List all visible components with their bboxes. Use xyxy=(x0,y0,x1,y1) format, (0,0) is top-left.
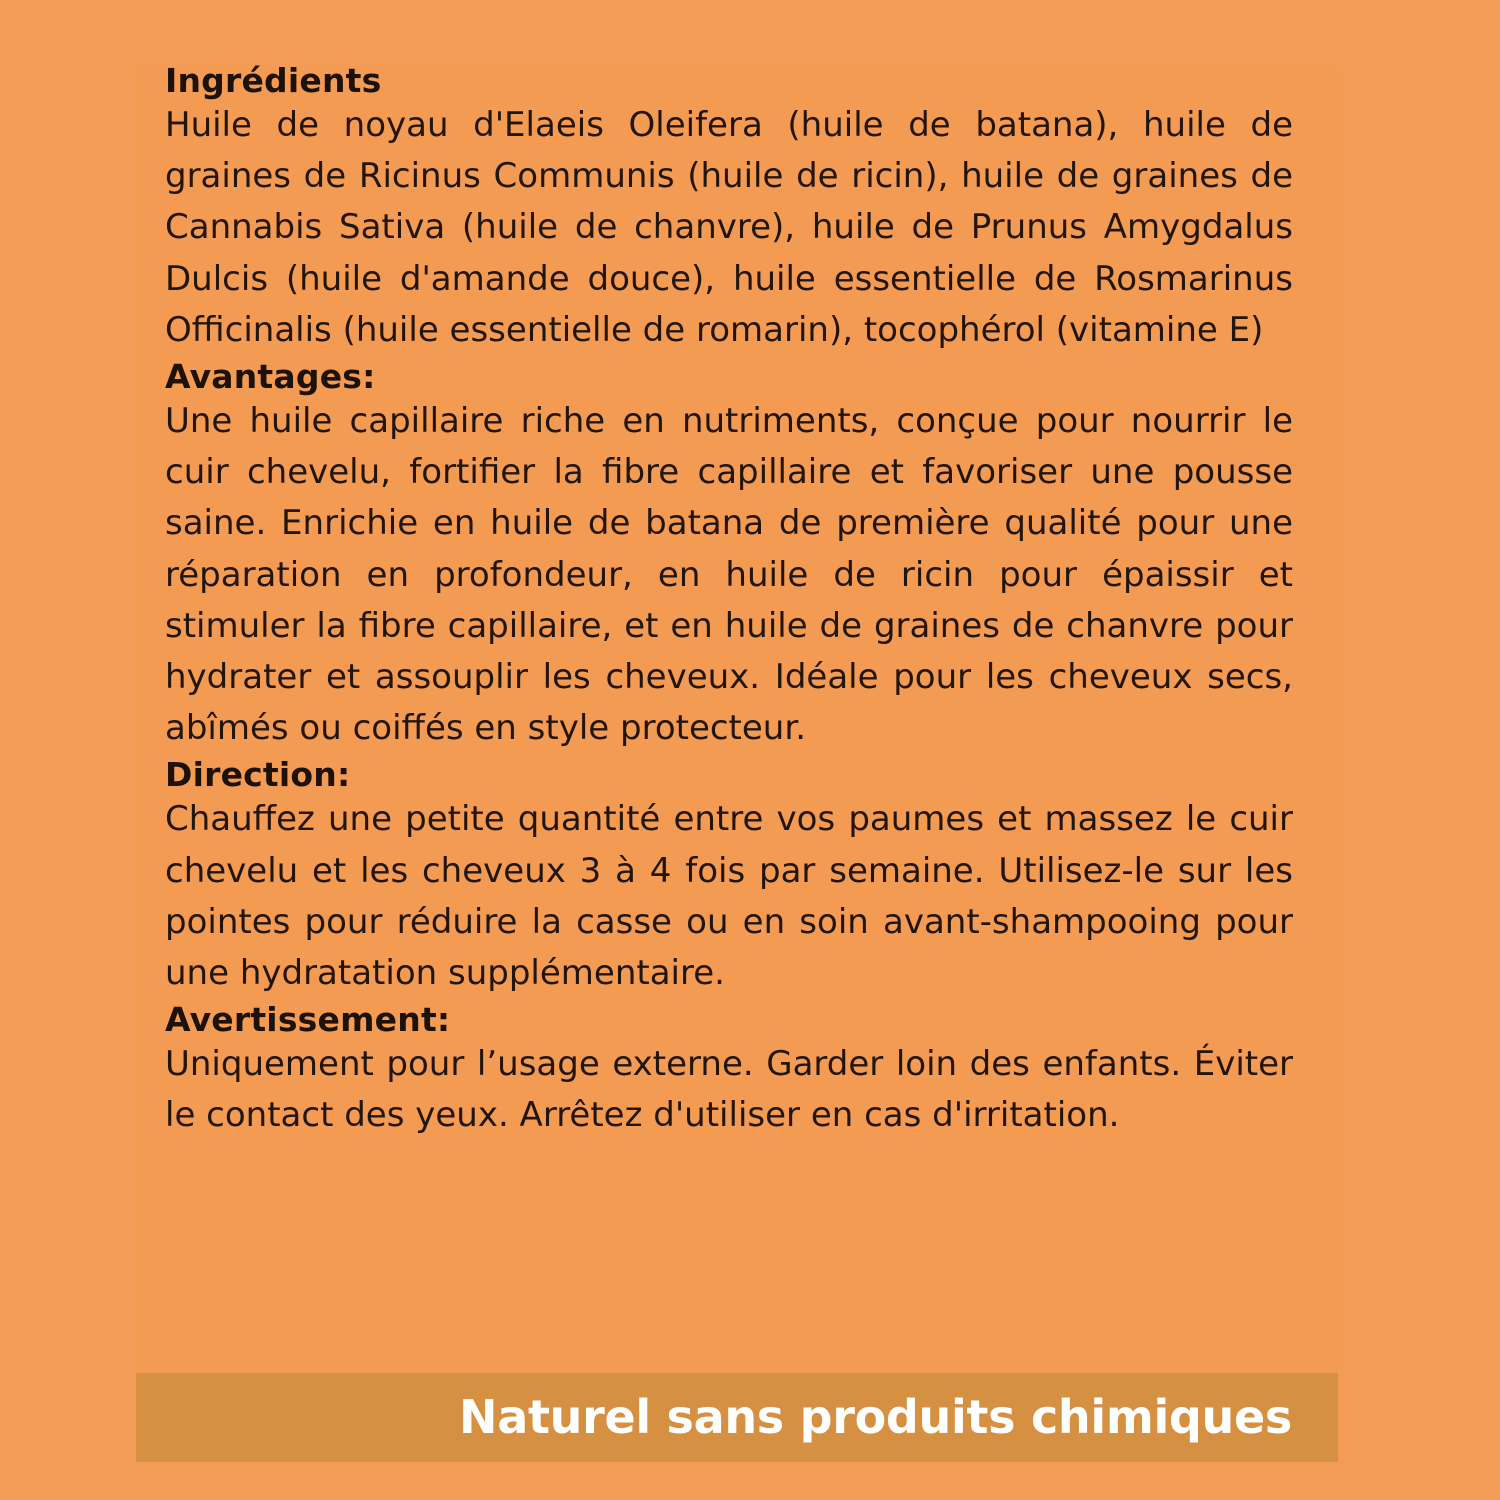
ingredients-heading: Ingrédients xyxy=(165,61,382,100)
footer-tagline: Naturel sans produits chimiques xyxy=(459,1390,1292,1444)
ingredients-text: Huile de noyau d'Elaeis Oleifera (huile de batana), huile de graines de Ricinus Communis (huile de ricin), huile de graines de Cannabis Sativa (huile de chanvre), huile de Prunus Amygdalus Dulcis (huile d'amande douce), huile essentielle de Rosmarinus Officinalis (huile essentielle de romarin), tocophérol (vitamine E) xyxy=(165,105,1293,350)
direction-heading: Direction: xyxy=(165,755,351,795)
label-content xyxy=(165,62,1293,1144)
direction-text: Chauffez une petite quantité entre vos paumes et massez le cuir chevelu et les cheveux 3 à 4 fois par semaine. Utilisez-le sur les pointes pour réduire la casse ou en soin avant-shampooing pour une hydratation supplémentaire. xyxy=(165,799,1293,994)
footer-band xyxy=(136,1373,1338,1462)
warning-text: Uniquement pour l’usage externe. Garder loin des enfants. Éviter le contact des yeux. Arrêtez d'utiliser en cas d'irritation. xyxy=(165,1044,1293,1136)
label-panel xyxy=(136,61,1338,1462)
advantages-text: Une huile capillaire riche en nutriments, conçue pour nourrir le cuir chevelu, fortifier la fibre capillaire et favoriser une pousse saine. Enrichie en huile de batana de première qualité pour une réparation en profondeur, en huile de ricin pour épaissir et stimuler la fibre capillaire, et en huile de graines de chanvre pour hydrater et assouplir les cheveux. Idéale pour les cheveux secs, abîmés ou coiffés en style protecteur. xyxy=(165,401,1293,749)
advantages-heading: Avantages: xyxy=(165,357,376,397)
warning-heading: Avertissement: xyxy=(165,1000,451,1040)
